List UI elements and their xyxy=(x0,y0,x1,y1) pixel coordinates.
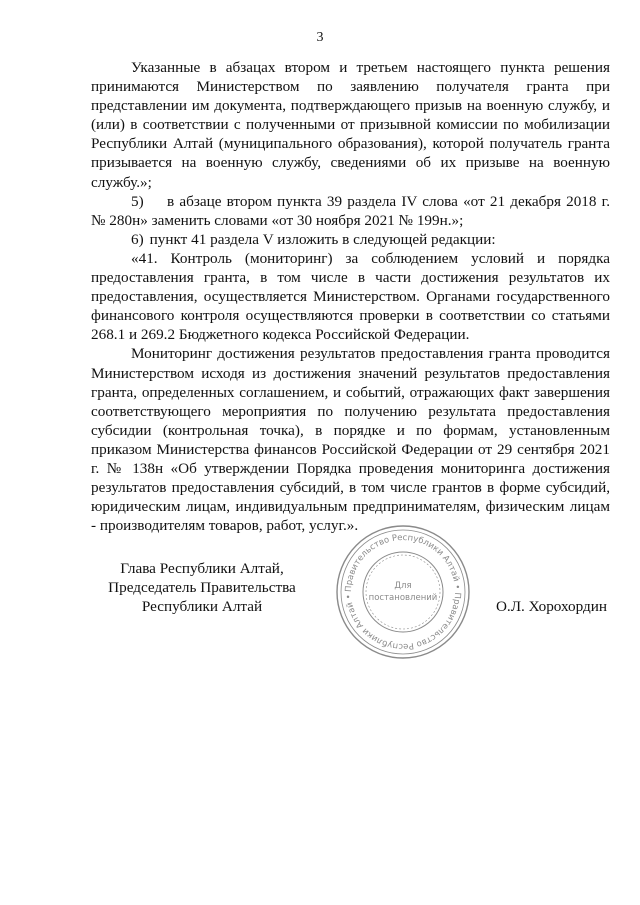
list-item-number: 5) xyxy=(131,192,144,210)
document-body xyxy=(91,58,610,535)
page-number: 3 xyxy=(316,30,324,45)
stamp-center-line: Для xyxy=(394,581,412,591)
signature-title-line: Председатель Правительства xyxy=(108,579,296,597)
signature-title-block xyxy=(91,559,313,617)
signature-title-line: Республики Алтай xyxy=(141,598,263,616)
signature-title-line: Глава Республики Алтай, xyxy=(120,560,284,577)
stamp-center-line: постановлений xyxy=(368,593,438,603)
list-item-text: в абзаце втором пункта 39 раздела IV слова «от 21 декабря 2018 г. № 280н» заменить словами «от 30 ноября 2021 № 199н.»; xyxy=(91,192,610,229)
official-stamp xyxy=(333,522,473,662)
paragraph-control-monitoring: «41. Контроль (мониторинг) за соблюдением условий и порядка предоставления гранта, в том числе в части достижения результатов их предоставления, осуществляется Министерством. Органами государственного финансового контроля осуществляются проверки в соответствии со статьями 268.1 и 269.2 Бюджетного кодекса Российской Федерации. xyxy=(91,249,610,344)
paragraph-monitoring-results: Мониторинг достижения результатов предоставления гранта проводится Министерством исходя из достижения значений результатов предоставления гранта, определенных соглашением, и событий, отражающих факт завершения соответствующего мероприятия по получению результата предоставления субсидии (контрольная точка), в порядке и по формам, установленным приказом Министерства финансов Российской Федерации от 29 сентября 2021 г. № 138н «Об утверждении Порядка проведения мониторинга достижения результатов предоставления субсидий, в том числе грантов в форме субсидий, юридическим лицам, индивидуальным предпринимателям, физическим лицам - производителям товаров, работ, услуг.». xyxy=(91,345,610,535)
stamp-ring-text: Правительство Республики Алтай • Правительство Республики Алтай • xyxy=(343,532,463,652)
signer-name: О.Л. Хорохордин xyxy=(495,598,607,615)
list-item-number: 6) xyxy=(131,230,144,248)
paragraph-decision-note: Указанные в абзацах втором и третьем настоящего пункта решения принимаются Министерством по заявлению получателя гранта при представлении им документа, подтверждающего призыв на военную службу, и (или) в соответствии с полученными от призывной комиссии по мобилизации Республики Алтай (муниципального образования), которой получатель гранта призывается на военную службу, сведениями об их призыве на военную службу.»; xyxy=(91,59,610,191)
list-item-text: пункт 41 раздела V изложить в следующей редакции: xyxy=(149,230,496,248)
list-item-6 xyxy=(91,230,610,249)
list-item-5 xyxy=(91,192,610,230)
